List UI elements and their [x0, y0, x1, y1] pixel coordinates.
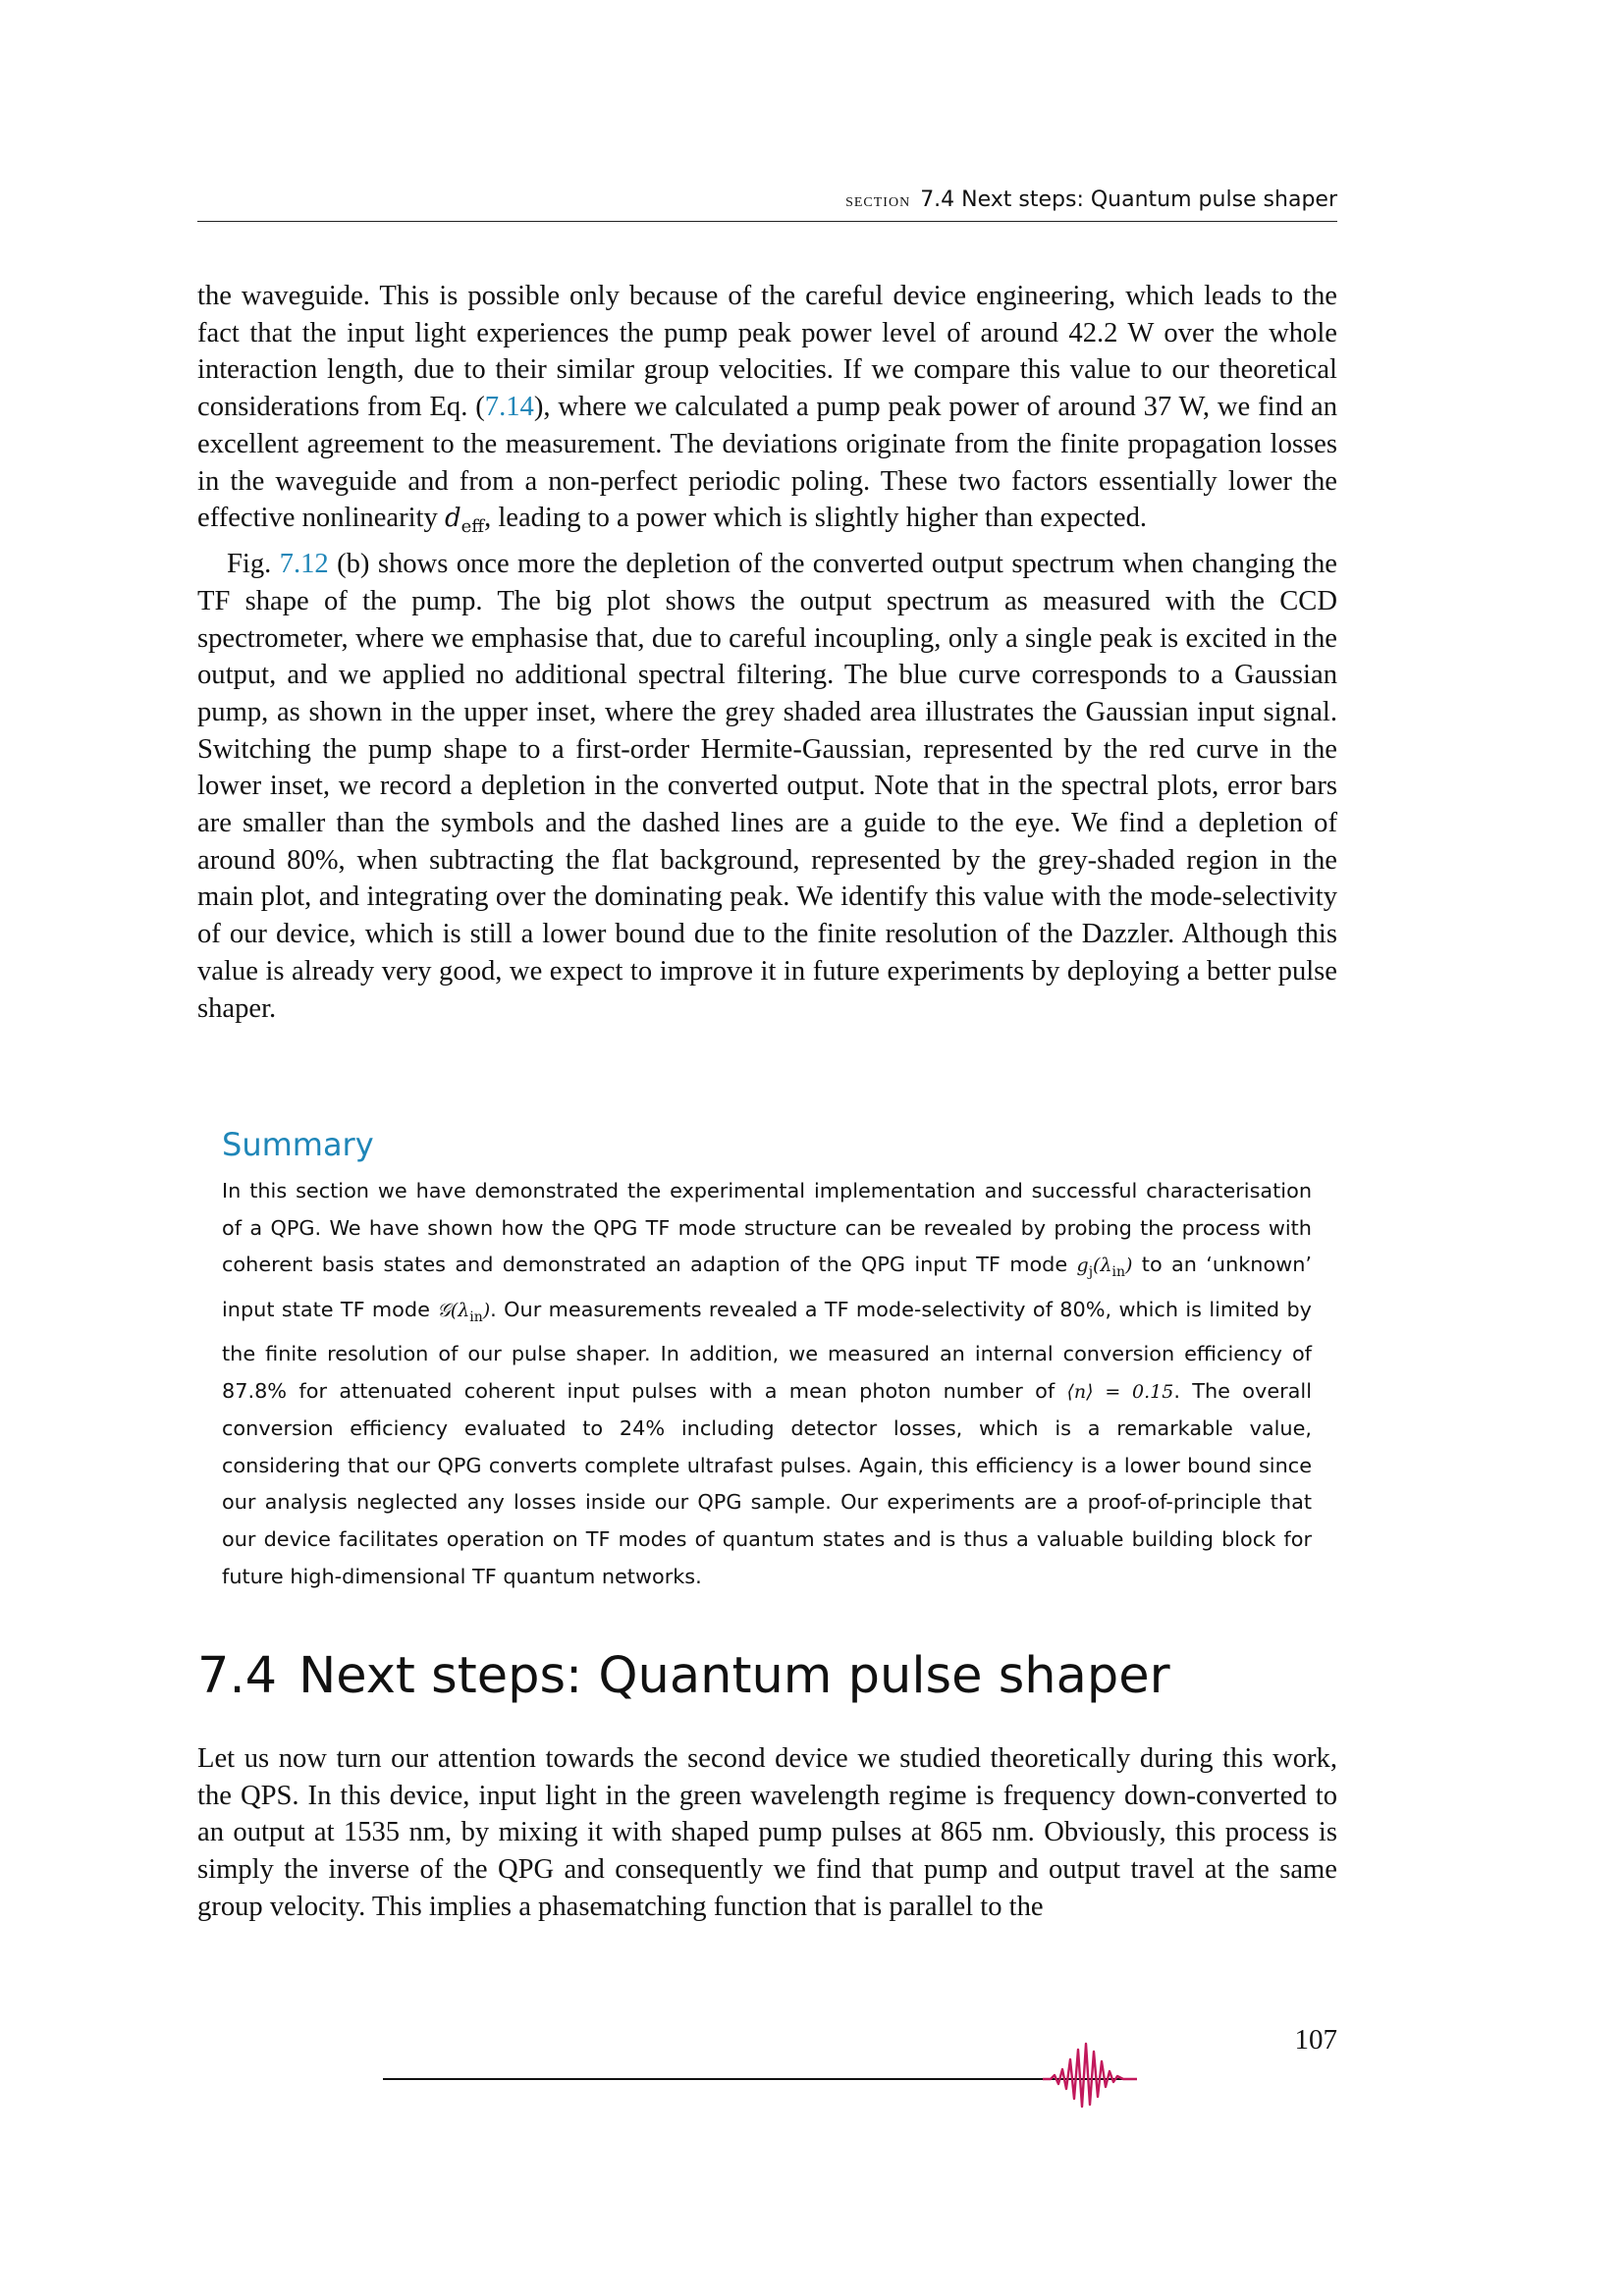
section-title: Next steps: Quantum pulse shaper: [298, 1647, 1170, 1705]
math-d-eff: [444, 504, 485, 538]
math-d: d: [444, 504, 461, 534]
paragraph-3: Let us now turn our attention towards the second device we studied theoretically during this work, the QPS. In this device, input light in the green wavelength regime is frequency down-converted to an output at 1535 nm, by mixing it with shaped pump pulses at 865 nm. Obviously, this process is simply the inverse of the QPG and consequently we find that pump and output travel at the same group velocity. This implies a phasematching function that is parallel to the: [197, 1743, 1337, 1922]
footer-decoration: [383, 2022, 1149, 2110]
equation-ref-link[interactable]: 7.14: [484, 392, 534, 423]
math-g: g: [1076, 1255, 1089, 1277]
math-close-paren: ): [1125, 1255, 1133, 1277]
math-j-subscript: j: [1088, 1263, 1094, 1280]
para1-text-c: , leading to a power which is slightly higher than expected.: [484, 503, 1148, 534]
math-eff-subscript: eff: [460, 516, 485, 538]
math-lambda: (λ: [1093, 1255, 1112, 1277]
math-mean-photon-number: ⟨n⟩ = 0.15: [1066, 1380, 1174, 1403]
figure-ref-link[interactable]: 7.12: [279, 549, 329, 580]
section-heading: [197, 1647, 1170, 1705]
math-G-lambda-in: [437, 1299, 491, 1325]
body-text-lower: [197, 1740, 1337, 1926]
math-in-subscript: in: [1111, 1263, 1126, 1280]
para2-text-a: Fig.: [227, 549, 280, 580]
running-head-section-label: section: [845, 189, 911, 211]
summary-text-a: In this section we have demonstrated the experimental implementation and successful characterisation of a QPG. We have shown how the QPG TF mode structure can be revealed by probing the process with coherent basis states and demonstrated an adaption of the QPG input TF mode: [222, 1179, 1312, 1277]
summary-box: [222, 1126, 1312, 1595]
math-in-subscript-2: in: [469, 1308, 483, 1325]
running-head: [197, 187, 1337, 212]
body-text-upper: [197, 278, 1337, 1027]
header-rule: [197, 221, 1337, 222]
wave-packet-icon: [1043, 2044, 1137, 2107]
para1-text-b: ), where we calculated a pump peak power of around 37 W, we find an excellent agreement to the measurement. The deviations originate from the finite propagation losses in the waveguide and from a non-perfect periodic poling. These two factors essentially lower the effective nonlinearity: [197, 392, 1337, 534]
summary-text-b: to an ‘unknown’ input state TF mode: [222, 1253, 1313, 1321]
summary-text-c: . Our measurements revealed a TF mode-selectivity of 80%, which is limited by the finite resolution of our pulse shaper. In addition, we measured an internal conversion efficiency of 87.8% for attenuated coherent input pulses with a mean photon number of: [222, 1297, 1312, 1403]
running-head-title: 7.4 Next steps: Quantum pulse shaper: [920, 187, 1337, 212]
section-number: 7.4: [197, 1647, 278, 1705]
paragraph-1: [197, 278, 1337, 546]
summary-text: [222, 1173, 1312, 1595]
math-close-paren-2: ): [482, 1299, 491, 1321]
page-number: 107: [1294, 2024, 1337, 2056]
paragraph-2: [197, 546, 1337, 1027]
summary-heading: Summary: [222, 1126, 374, 1163]
para2-text-b: (b) shows once more the depletion of the converted output spectrum when changing the TF shape of the pump. The big plot shows the output spectrum as measured with the CCD spectrometer, where we emphasise that, due to careful incoupling, only a single peak is excited in the output, and we applied no additional spectral filtering. The blue curve corresponds to a Gaussian pump, as shown in the upper inset, where the grey shaded area illustrates the Gaussian input signal. Switching the pump shape to a first-order Hermite-Gaussian, represented by the red curve in the lower inset, we record a depletion in the converted output. Note that in the spectral plots, error bars are smaller than the symbols and the dashed lines are a guide to the eye. We find a depletion of around 80%, when subtracting the flat background, represented by the grey-shaded region in the main plot, and integrating over the dominating peak. We identify this value with the mode-selectivity of our device, which is still a lower bound due to the finite resolution of the Dazzler. Although this value is already very good, we expect to improve it in future experiments by deploying a better pulse shaper.: [197, 549, 1337, 1024]
summary-text-d: . The overall conversion efficiency evaluated to 24% including detector losses, which is a remarkable value, considering that our QPG converts complete ultrafast pulses. Again, this efficiency is a lower bound since our analysis neglected any losses inside our QPG sample. Our experiments are a proof-of-principle that our device facilitates operation on TF modes of quantum states and is thus a valuable building block for future high-dimensional TF quantum networks.: [222, 1378, 1312, 1588]
para1-text-a: the waveguide. This is possible only because of the careful device engineering, which leads to the fact that the input light experiences the pump peak power level of around 42.2 W over the whole interaction length, due to their similar group velocities. If we compare this value to our theoretical considerations from Eq. (: [197, 281, 1337, 423]
math-G: 𝒢(λ: [437, 1299, 470, 1321]
math-gj-lambda-in: [1076, 1255, 1133, 1280]
